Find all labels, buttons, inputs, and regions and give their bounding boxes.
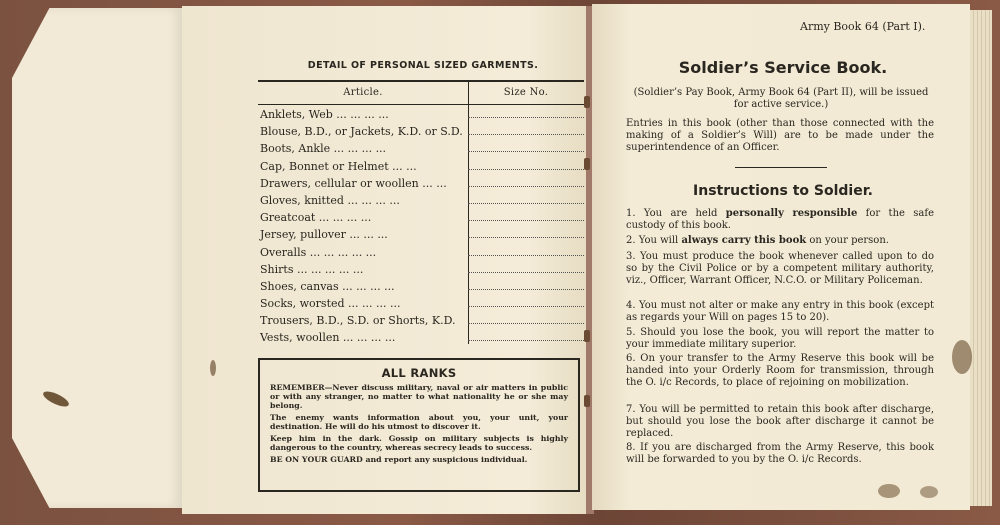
article-name: Blouse, B.D., or Jackets, K.D. or S.D.: [260, 125, 463, 139]
stain-mark: [878, 484, 900, 498]
all-ranks-title: ALL RANKS: [381, 366, 457, 380]
table-row: [258, 123, 584, 140]
notice-paragraph: BE ON YOUR GUARD and report any suspicious individual.: [270, 455, 528, 464]
book-reference-header: Army Book 64 (Part I).: [800, 20, 926, 33]
notice-paragraph: REMEMBER—Never discuss military, naval or air matters in public or with any stranger, no matter to what nationality he or she may belong.: [270, 383, 568, 410]
staple: [584, 395, 590, 407]
size-entry-line: [468, 323, 584, 324]
instruction-item: 3. You must produce the book whenever called upon to do so by the Civil Police or by a competent military authority, viz., Officer, Warrant Officer, N.C.O. or Military Policeman.: [626, 251, 934, 286]
instruction-item: [626, 235, 934, 247]
all-ranks-notice: [258, 358, 580, 492]
garments-table-title: DETAIL OF PERSONAL SIZED GARMENTS.: [307, 60, 539, 71]
instruction-item: 7. You will be permitted to retain this book after discharge, but should you lose the book after discharge it cannot be replaced.: [626, 404, 934, 439]
article-name: Gloves, knitted ... ... ... ...: [260, 193, 400, 207]
article-column-header: Article.: [343, 87, 383, 98]
size-entry-line: [468, 272, 584, 273]
article-name: Anklets, Web ... ... ... ...: [260, 108, 389, 121]
staple: [584, 158, 590, 170]
article-name: Socks, worsted ... ... ... ...: [260, 297, 401, 311]
instructions-title: Instructions to Soldier.: [693, 183, 873, 199]
garment-rows: [258, 106, 584, 347]
article-name: Greatcoat ... ... ... ...: [260, 211, 372, 225]
staple: [584, 96, 590, 108]
table-row: [258, 329, 584, 346]
article-name: Drawers, cellular or woollen ... ...: [260, 176, 447, 190]
size-entry-line: [468, 151, 584, 152]
stain-mark: [920, 486, 938, 498]
table-row: [258, 312, 584, 329]
notice-paragraph: Keep him in the dark. Gossip on military subjects is highly dangerous to the country, whereas secrecy leads to success.: [270, 434, 568, 452]
garments-table: [258, 80, 584, 344]
size-entry-line: [468, 255, 584, 256]
notice-paragraph: The enemy wants information about you, your unit, your destination. He will do his utmost to discover it.: [270, 413, 568, 431]
instruction-emphasis: personally responsible: [725, 208, 858, 219]
table-row: [258, 140, 584, 157]
cover-flap: [12, 8, 182, 508]
table-row: [258, 261, 584, 278]
instruction-text: on your person.: [806, 235, 889, 246]
table-row: [258, 226, 584, 243]
article-name: Shirts ... ... ... ... ...: [260, 262, 364, 276]
article-name: Jersey, pullover ... ... ...: [260, 228, 388, 242]
size-column-header: Size No.: [503, 87, 549, 98]
instruction-text: 2. You will: [626, 235, 682, 246]
article-name: Boots, Ankle ... ... ... ...: [260, 142, 387, 156]
instruction-item: 4. You must not alter or make any entry in this book (except as regards your Will on pages 15 to 20).: [626, 300, 934, 323]
article-name: Vests, woollen ... ... ... ...: [260, 331, 396, 345]
size-entry-line: [468, 220, 584, 221]
page-title: Soldier’s Service Book.: [678, 58, 888, 77]
instruction-item: 6. On your transfer to the Army Reserve this book will be handed into your Orderly Room for transmission, through the O. i/c Records, to place of rejoining on mobilization.: [626, 353, 934, 388]
size-entry-line: [468, 134, 584, 135]
instruction-item: 8. If you are discharged from the Army Reserve, this book will be forwarded to you by the O. i/c Records.: [626, 442, 934, 465]
size-entry-line: [468, 237, 584, 238]
table-row: [258, 244, 584, 261]
size-entry-line: [468, 169, 584, 170]
table-row: [258, 158, 584, 175]
instruction-item: [626, 208, 934, 232]
article-name: Trousers, B.D., S.D. or Shorts, K.D.: [260, 314, 456, 328]
table-row: [258, 106, 584, 123]
staple: [584, 330, 590, 342]
instruction-emphasis: always carry this book: [681, 235, 807, 246]
article-name: Cap, Bonnet or Helmet ... ...: [260, 159, 417, 173]
instruction-text: for the safe custody of this book.: [626, 208, 934, 231]
entries-paragraph: Entries in this book (other than those connected with the making of a Soldier’s Will) are to be made under the superintendence of an Officer.: [626, 118, 934, 153]
instruction-item: 5. Should you lose the book, you will report the matter to your immediate military superior.: [626, 327, 934, 350]
divider-rule: [735, 167, 827, 168]
table-row: [258, 175, 584, 192]
size-entry-line: [468, 289, 584, 290]
table-row: [258, 209, 584, 226]
table-row: [258, 192, 584, 209]
table-row: [258, 295, 584, 312]
article-name: Shoes, canvas ... ... ... ...: [260, 279, 395, 293]
stain-mark: [952, 340, 972, 374]
size-entry-line: [468, 203, 584, 204]
article-name: Overalls ... ... ... ... ...: [260, 245, 377, 259]
size-entry-line: [468, 340, 584, 341]
page-edges: [970, 10, 992, 506]
size-entry-line: [468, 117, 584, 118]
table-header: [258, 82, 584, 105]
size-entry-line: [468, 186, 584, 187]
table-row: [258, 278, 584, 295]
instruction-text: 1. You are held: [626, 208, 726, 219]
size-entry-line: [468, 306, 584, 307]
page-subtitle: (Soldier’s Pay Book, Army Book 64 (Part II), will be issued for active service.): [633, 87, 929, 110]
stain-mark: [210, 360, 216, 376]
